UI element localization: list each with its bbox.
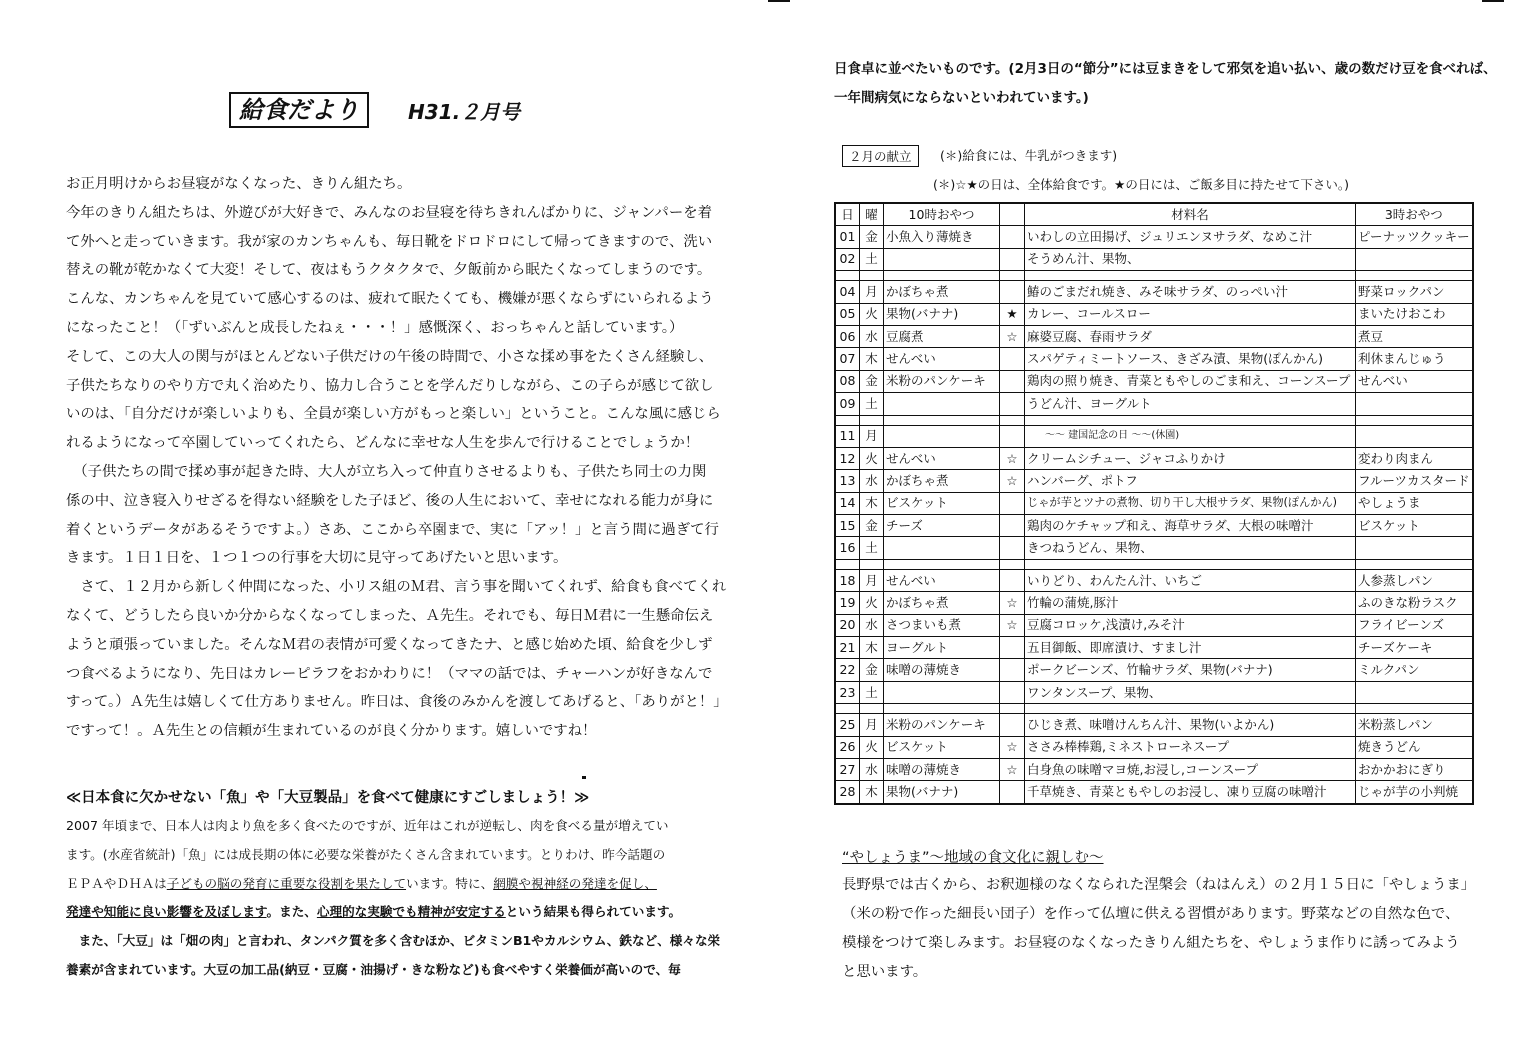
cell-star: ☆ — [1000, 592, 1025, 614]
cell-pm-snack: まいたけおこわ — [1356, 303, 1473, 325]
intro-line: 係の中、泣き寝入りせざるを得ない経験をした子ほど、後の人生において、幸せになれる能力が身に — [66, 492, 714, 509]
cell-main: じゃが芋とツナの煮物、切り干し大根サラダ、果物(ぽんかん) — [1025, 492, 1356, 514]
cell-dow: 火 — [860, 303, 884, 325]
cell-day: 19 — [835, 592, 860, 614]
cell-am-snack: 米粉のパンケーキ — [884, 370, 1000, 392]
menu-note: (＊)☆★の日は、全体給食です。★の日には、ご飯多目に持たせて下さい。) — [933, 177, 1349, 192]
cell-day: 27 — [835, 758, 860, 780]
newsletter-issue: H31.２月号 — [408, 100, 521, 124]
gap-cell — [1356, 704, 1473, 714]
cell-day: 13 — [835, 470, 860, 492]
cell-day: 12 — [835, 447, 860, 469]
cell-main: いりどり、わんたん汁、いちご — [1025, 569, 1356, 591]
cell-main: スパゲティミートソース、きざみ漬、果物(ぽんかん) — [1025, 348, 1356, 370]
header-star — [1000, 203, 1025, 226]
gap-cell — [884, 271, 1000, 281]
gap-cell — [860, 415, 884, 425]
gap-cell — [1356, 415, 1473, 425]
cell-day: 23 — [835, 681, 860, 703]
cell-main: 竹輪の蒲焼,豚汁 — [1025, 592, 1356, 614]
cell-star: ☆ — [1000, 325, 1025, 347]
intro-line: きます。１日１日を、１つ１つの行事を大切に見守ってあげたいと思います。 — [66, 550, 568, 567]
cell-pm-snack: フルーツカスタード — [1356, 470, 1473, 492]
table-row — [835, 447, 1473, 469]
cell-main: 白身魚の味噌マヨ焼,お浸し,コーンスープ — [1025, 758, 1356, 780]
cell-star: ☆ — [1000, 758, 1025, 780]
fish-underline: 子どもの脳の発育に重要な役割を果たして — [166, 875, 407, 891]
table-row — [835, 569, 1473, 591]
cell-dow: 金 — [860, 370, 884, 392]
cell-pm-snack — [1356, 537, 1473, 559]
cell-day: 22 — [835, 659, 860, 681]
header-am-snack: 10時おやつ — [884, 203, 1000, 226]
fish-underline: 網膜や視神経の発達を促し、 — [493, 875, 657, 891]
cell-star — [1000, 515, 1025, 537]
cell-am-snack — [884, 681, 1000, 703]
cell-am-snack: かぼちゃ煮 — [884, 470, 1000, 492]
gap-cell — [884, 704, 1000, 714]
cell-star: ☆ — [1000, 736, 1025, 758]
cell-day: 26 — [835, 736, 860, 758]
cell-day: 02 — [835, 248, 860, 270]
cell-am-snack: かぼちゃ煮 — [884, 281, 1000, 303]
cell-day: 18 — [835, 569, 860, 591]
cell-pm-snack: 焼きうどん — [1356, 736, 1473, 758]
intro-line: そして、この大人の関与がほとんどない子供だけの午後の時間で、小さな揉め事をたくさん経験し、 — [66, 348, 714, 365]
cell-pm-snack — [1356, 248, 1473, 270]
fish-text: 。また、 — [266, 904, 317, 920]
continued-line: 一年間病気にならないといわれています。) — [834, 90, 1089, 106]
cell-star — [1000, 492, 1025, 514]
cell-main: 麻婆豆腐、春雨サラダ — [1025, 325, 1356, 347]
intro-line: つ食べるようになり、先日はカレーピラフをおかわりに！（ママの話では、チャーハンが好きなんで — [66, 665, 713, 682]
cell-dow: 土 — [860, 681, 884, 703]
cell-dow: 水 — [860, 325, 884, 347]
intro-line: さて、１２月から新しく仲間になった、小リス組のＭ君、言う事を聞いてくれず、給食も食べてくれ — [66, 579, 727, 596]
yashouma-title-text: “やしょうま”～地域の食文化に親しむ～ — [842, 850, 1104, 866]
gap-cell — [884, 415, 1000, 425]
gap-cell — [1356, 559, 1473, 569]
table-row — [835, 681, 1473, 703]
cell-main: ポークビーンズ、竹輪サラダ、果物(バナナ) — [1025, 659, 1356, 681]
intro-line: ようと頑張っていました。そんなＭ君の表情が可愛くなってきたナ、と感じ始めた頃、給食を少しず — [66, 636, 713, 653]
menu-table — [834, 202, 1474, 805]
cell-star — [1000, 537, 1025, 559]
intro-line: 着くというデータがあるそうですよ。）さあ、ここから卒園まで、実に「アッ！」と言う間に過ぎて行 — [66, 521, 719, 538]
cell-pm-snack: ピーナッツクッキー — [1356, 226, 1473, 248]
cell-star — [1000, 425, 1025, 447]
table-row — [835, 370, 1473, 392]
cell-am-snack: 味噌の薄焼き — [884, 758, 1000, 780]
cell-pm-snack: ふのきな粉ラスク — [1356, 592, 1473, 614]
table-row — [835, 393, 1473, 415]
table-gap-row — [835, 271, 1473, 281]
cell-am-snack: せんべい — [884, 447, 1000, 469]
cell-am-snack: ヨーグルト — [884, 637, 1000, 659]
yashouma-line: と思います。 — [842, 964, 928, 980]
cell-am-snack: かぼちゃ煮 — [884, 592, 1000, 614]
gap-cell — [1025, 271, 1356, 281]
cell-am-snack: 味噌の薄焼き — [884, 659, 1000, 681]
table-gap-row — [835, 559, 1473, 569]
cell-dow: 月 — [860, 714, 884, 736]
cell-pm-snack: やしょうま — [1356, 492, 1473, 514]
cell-am-snack: 米粉のパンケーキ — [884, 714, 1000, 736]
cell-pm-snack — [1356, 393, 1473, 415]
gap-cell — [835, 704, 860, 714]
cell-day: 25 — [835, 714, 860, 736]
cell-am-snack: 果物(バナナ) — [884, 303, 1000, 325]
newsletter-title: 給食だより — [229, 92, 369, 128]
cell-main: 千草焼き、青菜ともやしのお浸し、凍り豆腐の味噌汁 — [1025, 781, 1356, 804]
table-row — [835, 781, 1473, 804]
fish-line: 2007 年頃まで、日本人は肉より魚を多く食べたのですが、近年はこれが逆転し、肉を食べる量が増えてい — [66, 818, 669, 833]
cell-star — [1000, 370, 1025, 392]
header-main: 材料名 — [1025, 203, 1356, 226]
cell-day: 11 — [835, 425, 860, 447]
fish-line — [66, 898, 698, 927]
cell-day: 21 — [835, 637, 860, 659]
intro-line: なくて、どうしたら良いか分からなくなってしまった、Ａ先生。それでも、毎日Ｍ君に一生懸命伝え — [66, 607, 714, 624]
cell-main: そうめん汁、果物、 — [1025, 248, 1356, 270]
yashouma-line: 長野県では古くから、お釈迦様のなくなられた涅槃会（ねはんえ）の２月１５日に「やしょうま」 — [842, 877, 1476, 893]
table-gap-row — [835, 415, 1473, 425]
table-row — [835, 348, 1473, 370]
cell-dow: 月 — [860, 425, 884, 447]
cell-dow: 水 — [860, 614, 884, 636]
gap-cell — [1000, 271, 1025, 281]
table-row — [835, 281, 1473, 303]
gap-cell — [860, 704, 884, 714]
cell-dow: 火 — [860, 447, 884, 469]
cell-main: きつねうどん、果物、 — [1025, 537, 1356, 559]
cell-pm-snack: ビスケット — [1356, 515, 1473, 537]
cell-dow: 土 — [860, 537, 884, 559]
cell-day: 04 — [835, 281, 860, 303]
gap-cell — [835, 559, 860, 569]
gap-cell — [860, 271, 884, 281]
table-row — [835, 248, 1473, 270]
cell-day: 09 — [835, 393, 860, 415]
cell-am-snack — [884, 248, 1000, 270]
speck — [582, 776, 586, 779]
intro-line: （子供たちの間で揉め事が起きた時、大人が立ち入って仲直りさせるよりも、子供たち同士の力関 — [66, 463, 707, 480]
cell-star: ☆ — [1000, 447, 1025, 469]
fish-text: ＥＰＡやＤＨＡは — [66, 875, 167, 891]
cell-main: ひじき煮、味噌けんちん汁、果物(いよかん) — [1025, 714, 1356, 736]
table-row — [835, 492, 1473, 514]
cell-day: 28 — [835, 781, 860, 804]
yashouma-title — [842, 846, 1104, 867]
gap-cell — [1356, 271, 1473, 281]
cell-pm-snack: チーズケーキ — [1356, 637, 1473, 659]
cell-dow: 金 — [860, 515, 884, 537]
cell-dow: 月 — [860, 569, 884, 591]
menu-label: ２月の献立 — [842, 145, 919, 167]
cell-dow: 金 — [860, 226, 884, 248]
cell-pm-snack: 利休まんじゅう — [1356, 348, 1473, 370]
cell-main: クリームシチュー、ジャコふりかけ — [1025, 447, 1356, 469]
table-row — [835, 325, 1473, 347]
cell-pm-snack: フライビーンズ — [1356, 614, 1473, 636]
intro-line: こんな、カンちゃんを見ていて感心するのは、疲れて眠たくても、機嫌が悪くならずにいられるよう — [66, 291, 714, 308]
cell-star: ☆ — [1000, 470, 1025, 492]
cell-day: 20 — [835, 614, 860, 636]
cell-pm-snack — [1356, 681, 1473, 703]
cell-dow: 土 — [860, 393, 884, 415]
cell-dow: 月 — [860, 281, 884, 303]
cell-am-snack: チーズ — [884, 515, 1000, 537]
yashouma-text — [842, 871, 1476, 987]
cell-am-snack — [884, 537, 1000, 559]
table-row — [835, 303, 1473, 325]
header-dow: 曜 — [860, 203, 884, 226]
table-row — [835, 592, 1473, 614]
intro-line: ですって！。Ａ先生との信頼が生まれているのが良く分かります。嬉しいですね！ — [66, 723, 597, 740]
fish-text: います。特に、 — [406, 875, 494, 891]
cell-main: 鶏肉のケチャップ和え、海草サラダ、大根の味噌汁 — [1025, 515, 1356, 537]
gap-cell — [1025, 415, 1356, 425]
cell-star — [1000, 714, 1025, 736]
gap-cell — [884, 559, 1000, 569]
table-row — [835, 425, 1473, 447]
header-day: 日 — [835, 203, 860, 226]
cell-am-snack: 豆腐煮 — [884, 325, 1000, 347]
cell-main: 鰆のごまだれ焼き、みそ味サラダ、のっぺい汁 — [1025, 281, 1356, 303]
cell-main: うどん汁、ヨーグルト — [1025, 393, 1356, 415]
fish-soy-text — [66, 812, 721, 985]
cell-dow: 火 — [860, 592, 884, 614]
cell-main: ささみ棒棒鶏,ミネストローネスープ — [1025, 736, 1356, 758]
cell-star — [1000, 226, 1025, 248]
table-row — [835, 537, 1473, 559]
gap-cell — [835, 271, 860, 281]
yashouma-line: 模様をつけて楽しみます。お昼寝のなくなったきりん組たちを、やしょうま作りに誘ってみよう — [842, 935, 1460, 951]
cell-am-snack: ビスケット — [884, 736, 1000, 758]
gap-cell — [835, 415, 860, 425]
cell-main: ハンバーグ、ポトフ — [1025, 470, 1356, 492]
cell-star — [1000, 569, 1025, 591]
cell-star — [1000, 637, 1025, 659]
cell-day: 16 — [835, 537, 860, 559]
cell-main: ～～ 建国記念の日 ～～(休園) — [1025, 425, 1356, 447]
cell-am-snack — [884, 393, 1000, 415]
cell-dow: 木 — [860, 781, 884, 804]
fish-text: という結果も得られています。 — [505, 904, 682, 920]
cell-am-snack — [884, 425, 1000, 447]
intro-line: 替えの靴が乾かなくて大変！そして、夜はもうクタクタで、夕飯前から眠たくなってしまうのです。 — [66, 262, 712, 279]
cell-main: ワンタンスープ、果物、 — [1025, 681, 1356, 703]
cell-pm-snack: 野菜ロックパン — [1356, 281, 1473, 303]
cell-star — [1000, 348, 1025, 370]
table-row — [835, 637, 1473, 659]
table-header-row — [835, 203, 1473, 226]
table-row — [835, 470, 1473, 492]
cell-dow: 木 — [860, 637, 884, 659]
cell-am-snack: 小魚入り薄焼き — [884, 226, 1000, 248]
cell-am-snack: ビスケット — [884, 492, 1000, 514]
cell-main: カレー、コールスロー — [1025, 303, 1356, 325]
cell-day: 14 — [835, 492, 860, 514]
table-row — [835, 758, 1473, 780]
continued-line: 日食卓に並べたいものです。(2月3日の“節分”には豆まきをして邪気を追い払い、歳の数だけ豆を食べれば、 — [834, 61, 1497, 77]
cell-day: 07 — [835, 348, 860, 370]
cell-pm-snack: おかかおにぎり — [1356, 758, 1473, 780]
fish-line: ます。(水産省統計)「魚」には成長期の体に必要な栄養がたくさん含まれています。とりわけ、昨今話題の — [66, 846, 666, 862]
cell-dow: 土 — [860, 248, 884, 270]
cell-day: 06 — [835, 325, 860, 347]
edge-mark — [1482, 0, 1504, 2]
table-row — [835, 226, 1473, 248]
cell-dow: 木 — [860, 492, 884, 514]
intro-text — [66, 170, 728, 746]
cell-pm-snack — [1356, 425, 1473, 447]
fish-underline: 心理的な実験でも精神が安定する — [316, 904, 506, 920]
cell-star — [1000, 659, 1025, 681]
cell-pm-snack: ミルクパン — [1356, 659, 1473, 681]
fish-line — [66, 870, 698, 899]
edge-mark — [768, 0, 790, 2]
intro-line: すって。）Ａ先生は嬉しくて仕方ありません。昨日は、食後のみかんを渡してあげると、「ありがと！」 — [66, 694, 728, 711]
cell-pm-snack: 変わり肉まん — [1356, 447, 1473, 469]
intro-line: れるようになって卒園していってくれたら、どんなに幸せな人生を歩んで行けることでしょうか！ — [66, 435, 700, 452]
cell-dow: 木 — [860, 348, 884, 370]
cell-star — [1000, 393, 1025, 415]
gap-cell — [1000, 415, 1025, 425]
header-pm-snack: 3時おやつ — [1356, 203, 1473, 226]
continued-text — [834, 55, 1497, 113]
cell-day: 05 — [835, 303, 860, 325]
gap-cell — [1025, 559, 1356, 569]
intro-line: になったこと！（「ずいぶんと成長したねぇ・・・！」感慨深く、おっちゃんと話しています。） — [66, 319, 684, 336]
intro-line: 今年のきりん組たちは、外遊びが大好きで、みんなのお昼寝を待ちきれんばかりに、ジャンパーを着 — [66, 204, 712, 221]
cell-star — [1000, 681, 1025, 703]
cell-am-snack: 果物(バナナ) — [884, 781, 1000, 804]
table-row — [835, 515, 1473, 537]
cell-day: 01 — [835, 226, 860, 248]
fish-soy-heading: ≪日本食に欠かせない「魚」や「大豆製品」を食べて健康にすごしましょう！≫ — [66, 790, 590, 806]
fish-line: また、「大豆」は「畑の肉」と言われ、タンパク質を多く含むほか、ビタミンB1やカルシウム、鉄など、様々な栄 — [66, 933, 721, 949]
cell-main: 鶏肉の照り焼き、青菜ともやしのごま和え、コーンスープ — [1025, 370, 1356, 392]
cell-main: 豆腐コロッケ,浅漬け,みそ汁 — [1025, 614, 1356, 636]
gap-cell — [1000, 704, 1025, 714]
cell-dow: 水 — [860, 470, 884, 492]
yashouma-line: （米の粉で作った細長い団子）を作って仏壇に供える習慣があります。野菜などの自然な色で、 — [842, 906, 1460, 922]
cell-dow: 金 — [860, 659, 884, 681]
menu-body — [835, 226, 1473, 804]
intro-line: て外へと走っていきます。我が家のカンちゃんも、毎日靴をドロドロにして帰ってきますので、洗い — [66, 233, 713, 250]
cell-pm-snack: 煮豆 — [1356, 325, 1473, 347]
cell-pm-snack: 米粉蒸しパン — [1356, 714, 1473, 736]
cell-star — [1000, 781, 1025, 804]
cell-day: 15 — [835, 515, 860, 537]
cell-am-snack: せんべい — [884, 348, 1000, 370]
cell-main: 五目御飯、即席漬け、すまし汁 — [1025, 637, 1356, 659]
cell-star: ★ — [1000, 303, 1025, 325]
cell-pm-snack: 人参蒸しパン — [1356, 569, 1473, 591]
fish-underline: 発達や知能に良い影響を及ぼします — [66, 904, 267, 920]
cell-star — [1000, 281, 1025, 303]
table-row — [835, 659, 1473, 681]
table-row — [835, 614, 1473, 636]
right-page — [768, 0, 1536, 1052]
cell-main: いわしの立田揚げ、ジュリエンヌサラダ、なめこ汁 — [1025, 226, 1356, 248]
cell-pm-snack: せんべい — [1356, 370, 1473, 392]
intro-line: お正月明けからお昼寝がなくなった、きりん組たち。 — [66, 176, 412, 192]
fish-line: 養素が含まれています。大豆の加工品(納豆・豆腐・油揚げ・きな粉など)も食べやすく栄養価が高いので、毎 — [66, 961, 681, 977]
gap-cell — [1025, 704, 1356, 714]
cell-pm-snack: じゃが芋の小判焼 — [1356, 781, 1473, 804]
cell-star: ☆ — [1000, 614, 1025, 636]
cell-am-snack: さつまいも煮 — [884, 614, 1000, 636]
menu-note: (＊)給食には、牛乳がつきます) — [940, 148, 1118, 163]
cell-am-snack: せんべい — [884, 569, 1000, 591]
cell-dow: 水 — [860, 758, 884, 780]
cell-day: 08 — [835, 370, 860, 392]
intro-line: いのは、「自分だけが楽しいよりも、全員が楽しい方がもっと楽しい」ということ。こんな風に感じら — [66, 406, 721, 423]
table-row — [835, 736, 1473, 758]
table-gap-row — [835, 704, 1473, 714]
gap-cell — [860, 559, 884, 569]
table-row — [835, 714, 1473, 736]
intro-line: 子供たちなりのやり方で丸く治めたり、協力し合うことを学んだりしながら、この子らが感じて欲し — [66, 377, 714, 394]
gap-cell — [1000, 559, 1025, 569]
cell-star — [1000, 248, 1025, 270]
cell-dow: 火 — [860, 736, 884, 758]
